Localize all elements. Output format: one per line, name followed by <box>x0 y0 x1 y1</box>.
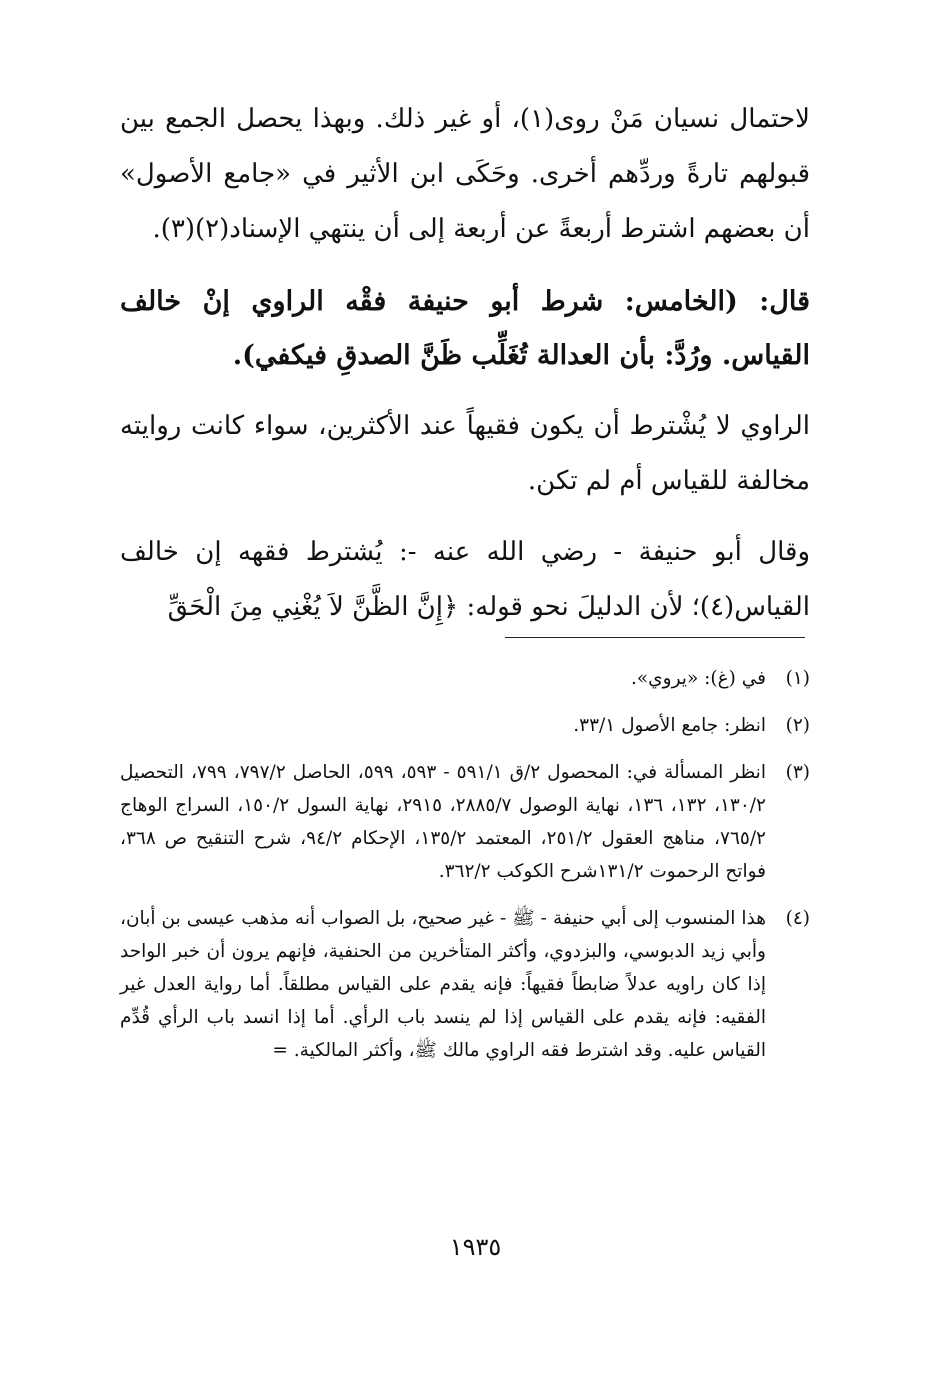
footnote-number: (٣) <box>785 762 810 783</box>
footnote-text: انظر المسألة في: المحصول ٢/ق ٥٩١/١ - ٥٩٣، ٥٩٩، الحاصل ٧٩٧/٢، ٧٩٩، التحصيل ١٣٠/٢، ١٣٢، ١٣٦، نهاية الوصول ٢٨٨٥/٧، ٢٩١٥، نهاية السول ١٥٠/٢، السراج الوهاج ٧٦٥/٢، مناهج العقول ٢٥١/٢، المعتمد ١٣٥/٢، الإحكام ٩٤/٢، شرح التنقيح ص ٣٦٨، فواتح الرحموت ١٣١/٢شرح الكوكب ٣٦٢/٢. <box>120 762 766 882</box>
footnote <box>120 662 810 695</box>
paragraph-3: وقال أبو حنيفة - رضي الله عنه -: يُشترط فقهه إن خالف القياس(٤)؛ لأن الدليلَ نحو قوله: ﴿إِنَّ الظَّنَّ لاَ يُغْنِي مِنَ الْحَقِّ <box>120 537 810 622</box>
footnote-text: هذا المنسوب إلى أبي حنيفة - ﷺ - غير صحيح، بل الصواب أنه مذهب عيسى بن أبان، وأبي زيد الدبوسي، والبزدوي، وأكثر المتأخرين من الحنفية، فإنهم يرون أن خبر الواحد إذا كان راويه عدلاً ضابطاً فقيهاً: فإنه يقدم على القياس مطلقاً. أما رواية العدل غير الفقيه: فإنه يقدم على القياس إذا لم ينسد باب الرأي. أما إذا انسد باب الرأي قُدِّم القياس عليه. وقد اشترط فقه الراوي مالك ﷺ، وأكثر المالكية. = <box>120 908 766 1061</box>
footnote <box>120 709 810 742</box>
footnote-separator <box>505 637 805 638</box>
footnote-text: في (غ): «يروي». <box>630 668 766 689</box>
footnote <box>120 902 810 1067</box>
footnote-number: (٤) <box>785 908 810 929</box>
footnote <box>120 756 810 888</box>
footnote-number: (١) <box>785 668 810 689</box>
paragraph-1: لاحتمال نسيان مَنْ روى(١)، أو غير ذلك. وبهذا يحصل الجمع بين قبولهم تارةً وردِّهم أخرى. وحَكَى ابن الأثير في «جامع الأصول» أن بعضهم اشترط أربعةً عن أربعة إلى أن ينتهي الإسناد(٢)(٣). <box>120 104 810 244</box>
footnotes <box>120 662 810 1081</box>
footnote-text: انظر: جامع الأصول ٣٣/١. <box>573 715 766 736</box>
quoted-matn: قال: (الخامس: شرط أبو حنيفة فقْه الراوي إنْ خالف القياس. ورُدَّ: بأن العدالة تُغَلِّب ظَنَّ الصدقِ فيكفي). <box>120 286 810 371</box>
paragraph-2: الراوي لا يُشْترط أن يكون فقيهاً عند الأكثرين، سواء كانت روايته مخالفة للقياس أم لم تكن. <box>120 411 810 496</box>
main-text <box>120 92 810 635</box>
footnote-number: (٢) <box>785 715 810 736</box>
page-number: ١٩٣٥ <box>449 1233 502 1261</box>
